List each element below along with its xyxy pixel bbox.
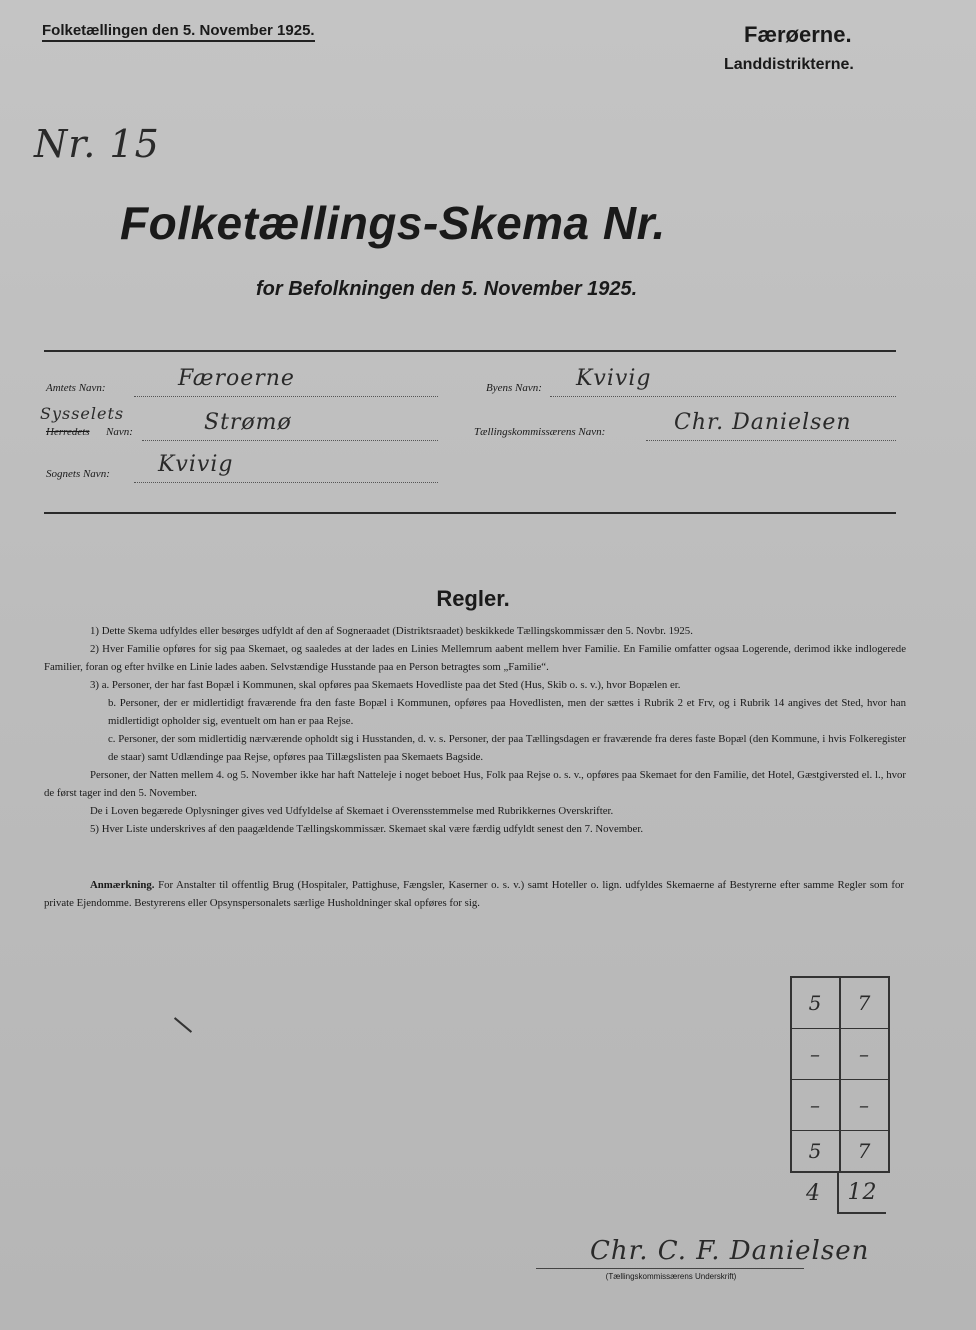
sogn-line: [134, 482, 438, 483]
by-value[interactable]: Kvivig: [576, 366, 652, 391]
kommissaer-line: [646, 440, 896, 441]
tally-cell[interactable]: 7: [839, 978, 888, 1028]
signature: Chr. C. F. Danielsen: [590, 1236, 870, 1266]
signature-line: [536, 1268, 804, 1269]
rule-3a: 3) a. Personer, der har fast Bopæl i Kommunen, skal opføres paa Skemaets Hovedliste paa det Sted (Hus, Skib o. s. v.), hvor Bopælen er.: [90, 679, 681, 691]
herred-value[interactable]: Strømø: [204, 410, 292, 435]
rule-1: 1) Dette Skema udfyldes eller besørges udfyldt af den af Sogneraadet (Distriktsraadet) beskikkede Tællingskommissær den 5. Novbr. 1925.: [90, 625, 693, 637]
amt-line: [134, 396, 438, 397]
top-divider: [44, 350, 896, 352]
region-subtitle: Landdistrikterne.: [724, 56, 854, 73]
herred-prefix-handwritten: Sysselets: [40, 404, 125, 423]
kommissaer-value[interactable]: Chr. Danielsen: [674, 410, 852, 435]
tally-cell[interactable]: –: [810, 1042, 821, 1066]
tally-cell[interactable]: 7: [839, 1131, 888, 1171]
tally-box: [790, 976, 890, 1173]
herred-line: [142, 440, 438, 441]
tally-cell[interactable]: 5: [808, 991, 823, 1015]
note-text: For Anstalter til offentlig Brug (Hospitaler, Pattighuse, Fængsler, Kaserner o. s. v.) samt Hoteller o. lign. udfyldes Skemaerne af Bestyrerne efter samme Regler som for private Ejendomme. Bestyrerens eller Opsynspersonalets særlige Husholdninger skal opføres for sig.: [44, 879, 904, 909]
amt-label: Amtets Navn:: [46, 382, 106, 394]
tally-cell[interactable]: –: [810, 1093, 821, 1117]
note-label: Anmærkning.: [90, 879, 155, 891]
tally-row: [792, 1029, 888, 1080]
herred-label: Navn:: [106, 426, 133, 438]
sogn-label: Sognets Navn:: [46, 468, 110, 480]
tally-row: [792, 1080, 888, 1131]
tally-totals: [790, 1172, 886, 1214]
pen-stroke: [174, 1017, 192, 1033]
rule-4-law: De i Loven begærede Oplysninger gives ved Udfyldelse af Skemaet i Overensstemmelse med Rubrikkernes Overskrifter.: [90, 805, 614, 817]
census-date-header: Folketællingen den 5. November 1925.: [42, 22, 315, 42]
bottom-divider: [44, 512, 896, 514]
rules-list: [44, 622, 906, 838]
by-line: [550, 396, 896, 397]
rules-heading: Regler.: [436, 586, 510, 611]
tally-cell[interactable]: –: [839, 1029, 888, 1079]
handwritten-form-number: Nr. 15: [34, 122, 160, 166]
tally-total-left[interactable]: 4: [806, 1180, 821, 1206]
form-title: Folketællings-Skema Nr.: [120, 197, 666, 249]
rule-4-night: Personer, der Natten mellem 4. og 5. November ikke har haft Natteleje i noget beboet Hus, Folk paa Rejse o. s. v., opføres paa Skemaet for den Familie, det Hotel, Gæstgiversted el. l., hvor de først tager ind den 5. November.: [44, 769, 906, 799]
tally-total-right[interactable]: 12: [837, 1172, 886, 1214]
rule-3c: c. Personer, der som midlertidig nærværende opholdt sig i Husstanden, d. v. s. Personer, der paa Tællingsdagen er fraværende fra deres faste Bopæl (den Kommune, i hvis Folkeregister de staar) samt Udlændinge paa Rejse, opføres paa Tillægslisten paa Skemaets Bagside.: [108, 733, 906, 763]
rule-5: 5) Hver Liste underskrives af den paagældende Tællingskommissær. Skemaet skal være færdig udfyldt senest den 7. November.: [90, 823, 644, 835]
tally-row: [792, 1131, 888, 1171]
amt-value[interactable]: Færoerne: [178, 366, 295, 391]
form-subtitle: for Befolkningen den 5. November 1925.: [256, 278, 638, 300]
region-title: Færøerne.: [744, 22, 852, 47]
signature-caption: (Tællingskommissærens Underskrift): [605, 1272, 737, 1281]
rule-2: 2) Hver Familie opføres for sig paa Skemaet, og saaledes at der lades en Linies Mellemrum aabent mellem hver Familie. En Familie omfatter ogsaa Logerende, derimod ikke indlogerede Familier, foran og efter hvilke en Linie lades aaben. Selvstændige Husstande paa en Person betragtes som „Familie“.: [44, 643, 906, 673]
sogn-value[interactable]: Kvivig: [158, 452, 234, 477]
herred-label-struck: Herredets: [46, 426, 90, 438]
tally-cell[interactable]: –: [839, 1080, 888, 1130]
tally-cell[interactable]: 5: [808, 1139, 823, 1163]
by-label: Byens Navn:: [486, 382, 542, 394]
tally-row: [792, 978, 888, 1029]
kommissaer-label: Tællingskommissærens Navn:: [474, 426, 606, 438]
note: [44, 876, 904, 912]
rule-3b: b. Personer, der er midlertidigt fraværende fra den faste Bopæl i Kommunen, opføres paa Hovedlisten, men der sættes i Rubrik 2 et Frv, og i Rubrik 14 angives det Sted, hvor han midlertidigt opholder sig, eventuelt om han er paa Rejse.: [108, 697, 906, 727]
